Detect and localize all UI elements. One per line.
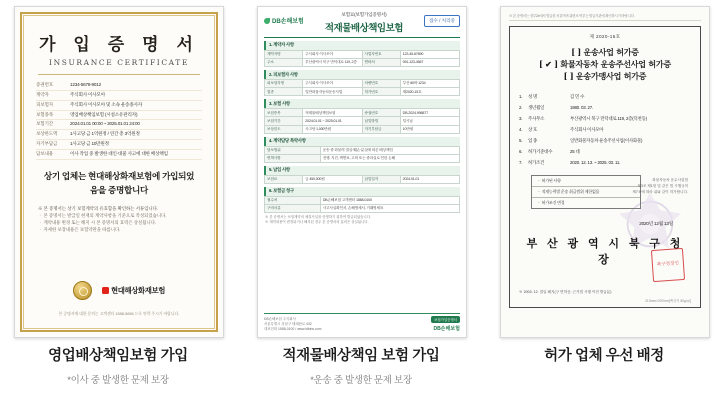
cell-label: 차량번호 <box>362 80 400 88</box>
table-row <box>265 205 460 213</box>
cell-value: 일반화물자동차운송사업 <box>303 88 362 96</box>
db-insurance-logo <box>264 12 304 25</box>
table-row <box>265 196 460 204</box>
table-row <box>265 80 460 88</box>
section-payment <box>264 166 460 184</box>
cell-label: 보험종목 <box>265 109 303 117</box>
caption-title: 허가 업체 우선 배정 <box>544 348 664 364</box>
field-value: 2020. 12. 13. ~ 2025. 03. 11. <box>570 160 621 166</box>
field-number: 1. <box>519 94 523 100</box>
certificate-field-row <box>36 81 202 91</box>
footer-company-info <box>264 317 321 332</box>
section-title: 6. 보험금 청구 <box>264 187 460 196</box>
license-field <box>519 147 691 158</box>
license-footnote: ※ 2003. 12. 말일 폐지(구 면허증, 근거법 시행 이전 발급분) <box>519 290 612 294</box>
field-value: 1사고당 금 10만원정 <box>70 141 109 147</box>
field-number: 2. <box>519 105 523 111</box>
license-field-list <box>519 92 691 169</box>
field-label: 성 명 <box>528 94 538 100</box>
cell-label: 납입방법 <box>362 117 400 125</box>
field-label: 증권번호 <box>36 82 53 88</box>
note-line: ㆍ 계약내용 변경 또는 해지 시 본 증명서의 효력은 상실됩니다. <box>38 220 157 226</box>
document-footer <box>264 313 460 333</box>
certificate-card-2 <box>243 0 479 413</box>
field-value: 일반화물자동차 운송주선사업(이사화물) <box>570 138 643 144</box>
table-row <box>265 59 460 67</box>
section-table <box>264 146 460 163</box>
table-row <box>265 109 460 117</box>
field-value: 1234-5678-9012 <box>70 82 101 88</box>
field-value: 주식회사 이사모아 <box>570 127 604 133</box>
cell-value: 부산광역시 북구 만덕대로 119, 2층 <box>303 59 362 67</box>
document-number: 제 2020-15호 <box>589 34 621 39</box>
legal-line: 제7조에 따라 위와 같이 허가합니다. <box>632 190 688 195</box>
license-field <box>519 103 691 114</box>
section-table <box>264 50 460 67</box>
card-caption-3 <box>486 348 721 372</box>
field-number: 7. <box>519 160 523 166</box>
field-label: 보상한도액 <box>36 131 58 137</box>
table-row <box>265 146 460 154</box>
cell-value: 제2020-15호 <box>400 88 459 96</box>
issuing-authority: 부 산 광 역 시 북 구 청 장 <box>526 236 684 266</box>
insurer-seal-area <box>22 281 216 300</box>
section-title: 4. 계약담당 특약사항 <box>264 137 460 146</box>
document-notes <box>264 215 460 225</box>
section-title: 5. 납입 사항 <box>264 166 460 175</box>
field-value: 영업배상책임보험 (시설소유관리자) <box>70 111 138 117</box>
transport-license-page <box>501 7 709 337</box>
certificate-statement: 상기 업체는 현대해상화재보험에 가입되었음을 증명합니다 <box>43 170 195 195</box>
footer-line: DB손해보험 주식회사 <box>264 316 296 321</box>
document-image-cargo-insurance[interactable] <box>257 6 467 338</box>
cell-label: 계약자명 <box>265 50 303 58</box>
cell-value: 주식회사 이사모아 <box>303 80 362 88</box>
license-type-option: [ ] 운송사업 허가증 <box>571 47 639 57</box>
notes-heading: ※ 본 증명서는 상기 보험계약의 유효함을 확인하는 서류입니다. <box>38 206 159 212</box>
field-number: 4. <box>519 127 523 133</box>
caption-title: 적재물배상책임 보험 가입 <box>282 348 440 364</box>
header-title-block <box>308 12 420 34</box>
field-number: 3. <box>519 116 523 122</box>
cell-label: 업종 <box>265 88 303 96</box>
cell-label: 연락처 <box>362 59 400 67</box>
section-title: 3. 보험 사항 <box>264 99 460 108</box>
field-label: 업 종 <box>528 138 538 144</box>
legal-line: 제3조 제1항 및 같은 법 시행규칙 <box>637 184 688 189</box>
cell-label: 피보험자명 <box>265 80 303 88</box>
field-value: 주식회사 이사모아 및 소속 운송종사자 <box>70 101 143 107</box>
section-table <box>264 196 460 213</box>
field-value: 주식회사 이사모아 <box>70 91 105 97</box>
status-badge: 접수 / 처리중 <box>424 15 460 27</box>
license-type-option-selected: [ ✔ ] 화물자동차 운송주선사업 허가증 <box>539 59 671 69</box>
section-claims <box>264 187 460 213</box>
field-value: 2024.01.01 00:00 ~ 2025.01.01 24:00 <box>70 121 140 127</box>
footer-brand-block <box>431 316 460 332</box>
cell-label: 면책사항 <box>265 154 321 162</box>
cell-value: 운송 중 화물의 멸실·훼손·분실에 따른 배상책임 <box>320 146 459 154</box>
spec-right: 210mm×297mm[백상지 80g/㎡] <box>645 299 691 303</box>
table-row <box>265 117 460 125</box>
field-value: 부산광역시 북구 만덕대로 119, 2층(덕천동) <box>570 116 647 122</box>
footer-brand: DB손해보험 <box>433 326 460 332</box>
cell-value: 2024.01.01 ~ 2025.01.01 <box>303 117 362 125</box>
issue-date: 2020년 12월 13일 <box>639 220 673 226</box>
certificate-field-row <box>36 140 202 150</box>
cell-label: 증권번호 <box>362 109 400 117</box>
field-number: 5. <box>519 138 523 144</box>
certificate-notes <box>38 205 200 233</box>
document-image-insurance-certificate[interactable] <box>14 6 224 338</box>
field-label: 주사무소 <box>528 116 545 122</box>
caption-subtitle: *운송 중 발생한 문제 보장 <box>310 375 412 387</box>
insurer-brand <box>102 285 165 296</box>
legal-basis-note <box>632 177 688 195</box>
document-header <box>264 12 460 38</box>
brand-mark-icon <box>102 287 109 294</box>
note-line: ㆍ 본 증명서는 발급일 현재의 계약사항을 기준으로 작성되었습니다. <box>38 213 167 219</box>
card-caption-1 <box>0 348 236 386</box>
cell-value: 전쟁, 지진, 핵연료, 고의 또는 중과실로 인한 손해 <box>320 154 459 162</box>
section-table <box>264 108 460 134</box>
insurer-name: 현대해상화재보험 <box>111 286 165 295</box>
cell-value: DB-2024-998877 <box>400 109 459 117</box>
header-title: 적재물배상책임보험 <box>324 23 403 34</box>
cell-label: 보상한도 <box>265 125 303 133</box>
card-caption-2 <box>243 348 479 386</box>
field-label: 허가조건 <box>528 160 545 166</box>
field-number: 6. <box>519 149 523 155</box>
cell-value: 사고사실확인서, 손해명세서, 거래명세표 <box>320 205 459 213</box>
note-line: ㆍ 자세한 보장내용은 보험약관을 따릅니다. <box>38 227 121 233</box>
paper-spec-line <box>519 298 691 303</box>
cell-value: 2024.01.01 <box>400 175 459 183</box>
license-field <box>519 114 691 125</box>
official-seal-icon: 북구청장인 <box>651 248 685 282</box>
table-row <box>265 50 460 58</box>
title-divider <box>38 74 200 75</box>
cell-label: 주소 <box>265 59 303 67</box>
license-field <box>519 136 691 147</box>
field-label: 생년월일 <box>528 105 545 111</box>
certificate-title: 가 입 증 명 서 <box>39 35 199 55</box>
condition-item: ㆍ 허가된 사항 <box>532 176 640 187</box>
cell-value: 사고당 1,000만원 <box>303 125 362 133</box>
condition-item: ㆍ 허가조건 변경 <box>537 199 565 205</box>
field-value: 김 민 수 <box>570 94 585 100</box>
cell-value: 051-123-4567 <box>400 59 459 67</box>
certificate-footer: 본 증명서에 대한 문의는 고객센터 1588-5656 으로 연락 주시기 바랍니다. <box>58 312 180 317</box>
field-label: 계약자 <box>36 91 49 97</box>
section-title: 1. 계약자 사항 <box>264 41 460 50</box>
field-value: 25 대 <box>570 149 580 155</box>
certificate-card-3 <box>486 0 721 413</box>
cell-label: 보험료 <box>265 175 303 183</box>
cell-value: 적재물배상책임보험 <box>303 109 362 117</box>
certificate-field-row <box>36 120 202 130</box>
license-type-option: [ ] 운송가맹사업 허가증 <box>563 71 647 81</box>
cell-label: 접수처 <box>265 196 321 204</box>
cell-value: 금 450,000원 <box>303 175 362 183</box>
section-table <box>264 79 460 96</box>
field-label: 보험종목 <box>36 111 53 117</box>
cell-label: 납입일자 <box>362 175 400 183</box>
certificate-field-list <box>36 81 202 160</box>
field-label: 자기부담금 <box>36 141 58 147</box>
field-label: 담보내용 <box>36 151 53 156</box>
cell-label: 사업자번호 <box>362 50 400 58</box>
note-line: ※ 계약내용이 변경되거나 해지된 경우 본 증명서의 효력은 상실됩니다. <box>265 220 369 225</box>
cell-value: 부산 80바 1234 <box>400 80 459 88</box>
cell-value: 123-45-67890 <box>400 50 459 58</box>
license-field <box>519 158 691 169</box>
footer-line: 서울특별시 강남구 테헤란로 432 <box>264 321 312 326</box>
certificate-field-row <box>36 111 202 121</box>
section-title: 2. 피보험자 사항 <box>264 70 460 79</box>
logo-text: DB손해보험 <box>272 19 304 25</box>
note-line: ※ 본 증명서는 보험계약의 체결사실을 증명하기 위하여 발급되었습니다. <box>265 215 371 220</box>
license-conditions-box <box>531 175 641 209</box>
license-field <box>519 125 691 136</box>
section-contractor <box>264 41 460 67</box>
cell-value: 주식회사 이사모아 <box>303 50 362 58</box>
caption-title: 영업배상책임보험 가입 <box>48 348 188 364</box>
cell-value: 10만원 <box>400 125 459 133</box>
gold-medal-icon <box>73 281 92 300</box>
field-label: 상 호 <box>528 127 538 133</box>
table-row <box>265 88 460 96</box>
section-table <box>264 175 460 184</box>
footer-badge: 보험가입증명서 <box>431 316 460 323</box>
section-insured <box>264 70 460 96</box>
document-image-transport-license[interactable] <box>500 6 710 338</box>
cell-label: 구비서류 <box>265 205 321 213</box>
section-special-terms <box>264 137 460 163</box>
field-label: 피보험자 <box>36 101 53 107</box>
certificate-field-row <box>36 150 202 160</box>
document-disclaimer: ※ 본 증명서는 정부24에서 발급한 서류이며 위변조 여부는 발급기관에 확인하시기 바랍니다. <box>509 13 701 21</box>
field-label: 허가기준대수 <box>528 149 553 155</box>
license-body <box>509 26 701 308</box>
cargo-insurance-page <box>258 7 466 337</box>
header-subtitle: 보험료(보험가입증명서) <box>341 12 387 17</box>
field-label: 보험기간 <box>36 121 53 127</box>
field-value: 1사고당 금 1억원정 / 연간 총 3억원정 <box>70 131 140 137</box>
certificate-subtitle: INSURANCE CERTIFICATE <box>49 58 189 67</box>
cell-label: 보험기간 <box>265 117 303 125</box>
leaf-icon <box>264 18 270 24</box>
cell-label: 허가번호 <box>362 88 400 96</box>
table-row <box>265 175 460 183</box>
cell-label: 담보범위 <box>265 146 321 154</box>
license-field <box>519 92 691 103</box>
table-row <box>265 125 460 133</box>
cell-label: 자기부담금 <box>362 125 400 133</box>
certificate-field-row <box>36 91 202 101</box>
condition-item: ㆍ 적재능력별 운송 취급범위 제한없음 <box>532 187 640 198</box>
field-value: 이사 작업 중 발생한 대인·대물 사고에 대한 배상책임 <box>70 151 168 156</box>
legal-line: 화물자동차 운수사업법 <box>652 178 688 182</box>
footer-line: 대표전화 1588-0100 / www.idbins.com <box>264 326 322 331</box>
certificate-field-row <box>36 130 202 140</box>
certificate-card-1 <box>0 0 236 413</box>
insurance-certificate-page <box>15 7 223 337</box>
cell-value: DB손해보험 고객센터 1588-0100 <box>320 196 459 204</box>
cell-value: 일시납 <box>400 117 459 125</box>
certificate-field-row <box>36 101 202 111</box>
license-title <box>519 46 691 82</box>
table-row <box>265 154 460 162</box>
field-value: 1980. 03. 27. <box>570 105 594 111</box>
section-policy <box>264 99 460 133</box>
caption-subtitle: *이사 중 발생한 문제 보장 <box>67 375 169 387</box>
